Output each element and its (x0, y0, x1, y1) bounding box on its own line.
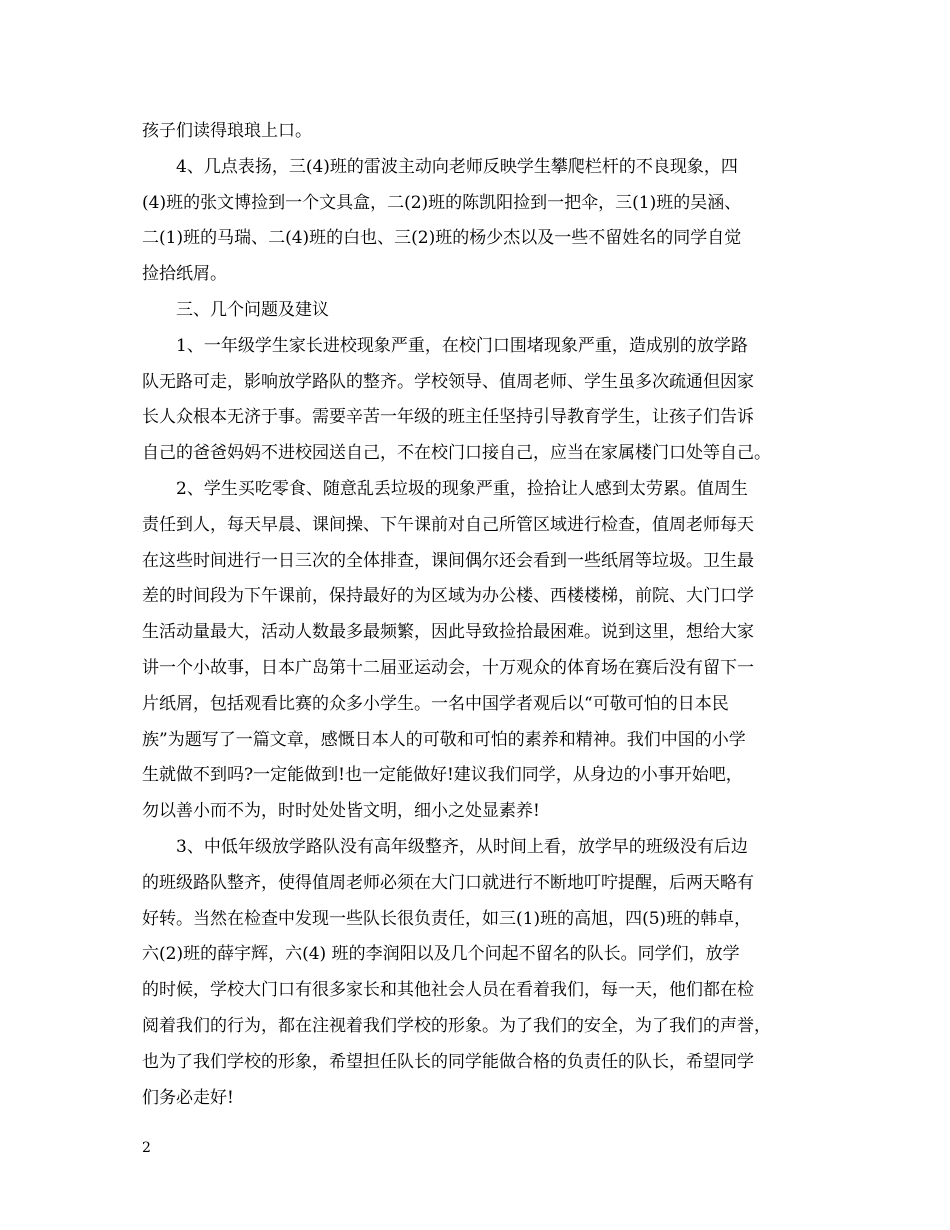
text-line: 们务必走好! (142, 1087, 234, 1108)
text-line: 勿以善小而不为，时时处处皆文明，细小之处显素养! (142, 801, 540, 822)
text-line: 孩子们读得琅琅上口。 (142, 121, 312, 141)
text-line: 也为了我们学校的形象，希望担任队长的同学能做合格的负责任的队长，希望同学 (142, 1051, 754, 1072)
text-line: 在这些时间进行一日三次的全体排查，课间偶尔还会看到一些纸屑等垃圾。卫生最 (142, 550, 754, 571)
text-line: (4)班的张文博捡到一个文具盒，二(2)班的陈凯阳捡到一把伞，三(1)班的吴涵、 (142, 192, 742, 213)
text-line: 阅着我们的行为，都在注视着我们学校的形象。为了我们的安全，为了我们的声誉， (142, 1015, 771, 1036)
document-body (142, 114, 812, 1116)
text-line: 长人众根本无济于事。需要辛苦一年级的班主任坚持引导教育学生，让孩子们告诉 (142, 407, 754, 428)
text-line: 族”为题写了一篇文章，感慨日本人的可敬和可怕的素养和精神。我们中国的小学 (142, 729, 746, 750)
text-line: 1、一年级学生家长进校现象严重，在校门口围堵现象严重，造成别的放学路 (176, 335, 748, 356)
text-line: 生就做不到吗?一定能做到!也一定能做好!建议我们同学，从身边的小事开始吧， (142, 765, 743, 786)
text-line: 捡拾纸屑。 (142, 264, 227, 285)
text-line: 队无路可走，影响放学路队的整齐。学校领导、值周老师、学生虽多次疏通但因家 (142, 371, 754, 392)
page-number: 2 (142, 1140, 151, 1156)
text-line: 的时候，学校大门口有很多家长和其他社会人员在看着我们，每一天，他们都在检 (142, 980, 754, 1001)
text-line: 4、几点表扬，三(4)班的雷波主动向老师反映学生攀爬栏杆的不良现象，四 (176, 156, 738, 177)
text-line: 的班级路队整齐，使得值周老师必须在大门口就进行不断地叮咛提醒，后两天略有 (142, 872, 754, 893)
text-line: 差的时间段为下午课前，保持最好的为区域为办公楼、西楼楼梯，前院、大门口学 (142, 586, 754, 607)
text-line: 片纸屑，包括观看比赛的众多小学生。一名中国学者观后以“可敬可怕的日本民 (142, 693, 729, 714)
text-line: 责任到人，每天早晨、课间操、下午课前对自己所管区域进行检查，值周老师每天 (142, 514, 754, 535)
text-line: 2、学生买吃零食、随意乱丢垃圾的现象严重，捡拾让人感到太劳累。值周生 (176, 478, 748, 499)
text-line: 好转。当然在检查中发现一些队长很负责任，如三(1)班的高旭，四(5)班的韩卓， (142, 908, 752, 929)
text-line: 自己的爸爸妈妈不进校园送自己，不在校门口接自己，应当在家属楼门口处等自己。 (142, 443, 771, 464)
text-line: 讲一个小故事，日本广岛第十二届亚运动会，十万观众的体育场在赛后没有留下一 (142, 657, 754, 678)
text-line: 生活动量最大，活动人数最多最频繁，因此导致捡拾最困难。说到这里，想给大家 (142, 622, 754, 643)
text-line: 3、中低年级放学路队没有高年级整齐，从时间上看，放学早的班级没有后边 (176, 836, 748, 857)
text-line: 三、几个问题及建议 (176, 299, 329, 320)
text-line: 二(1)班的马瑞、二(4)班的白也、三(2)班的杨少杰以及一些不留姓名的同学自觉 (142, 228, 742, 249)
text-line: 六(2)班的薛宇辉，六(4) 班的李润阳以及几个问起不留名的队长。同学们，放学 (142, 944, 740, 965)
